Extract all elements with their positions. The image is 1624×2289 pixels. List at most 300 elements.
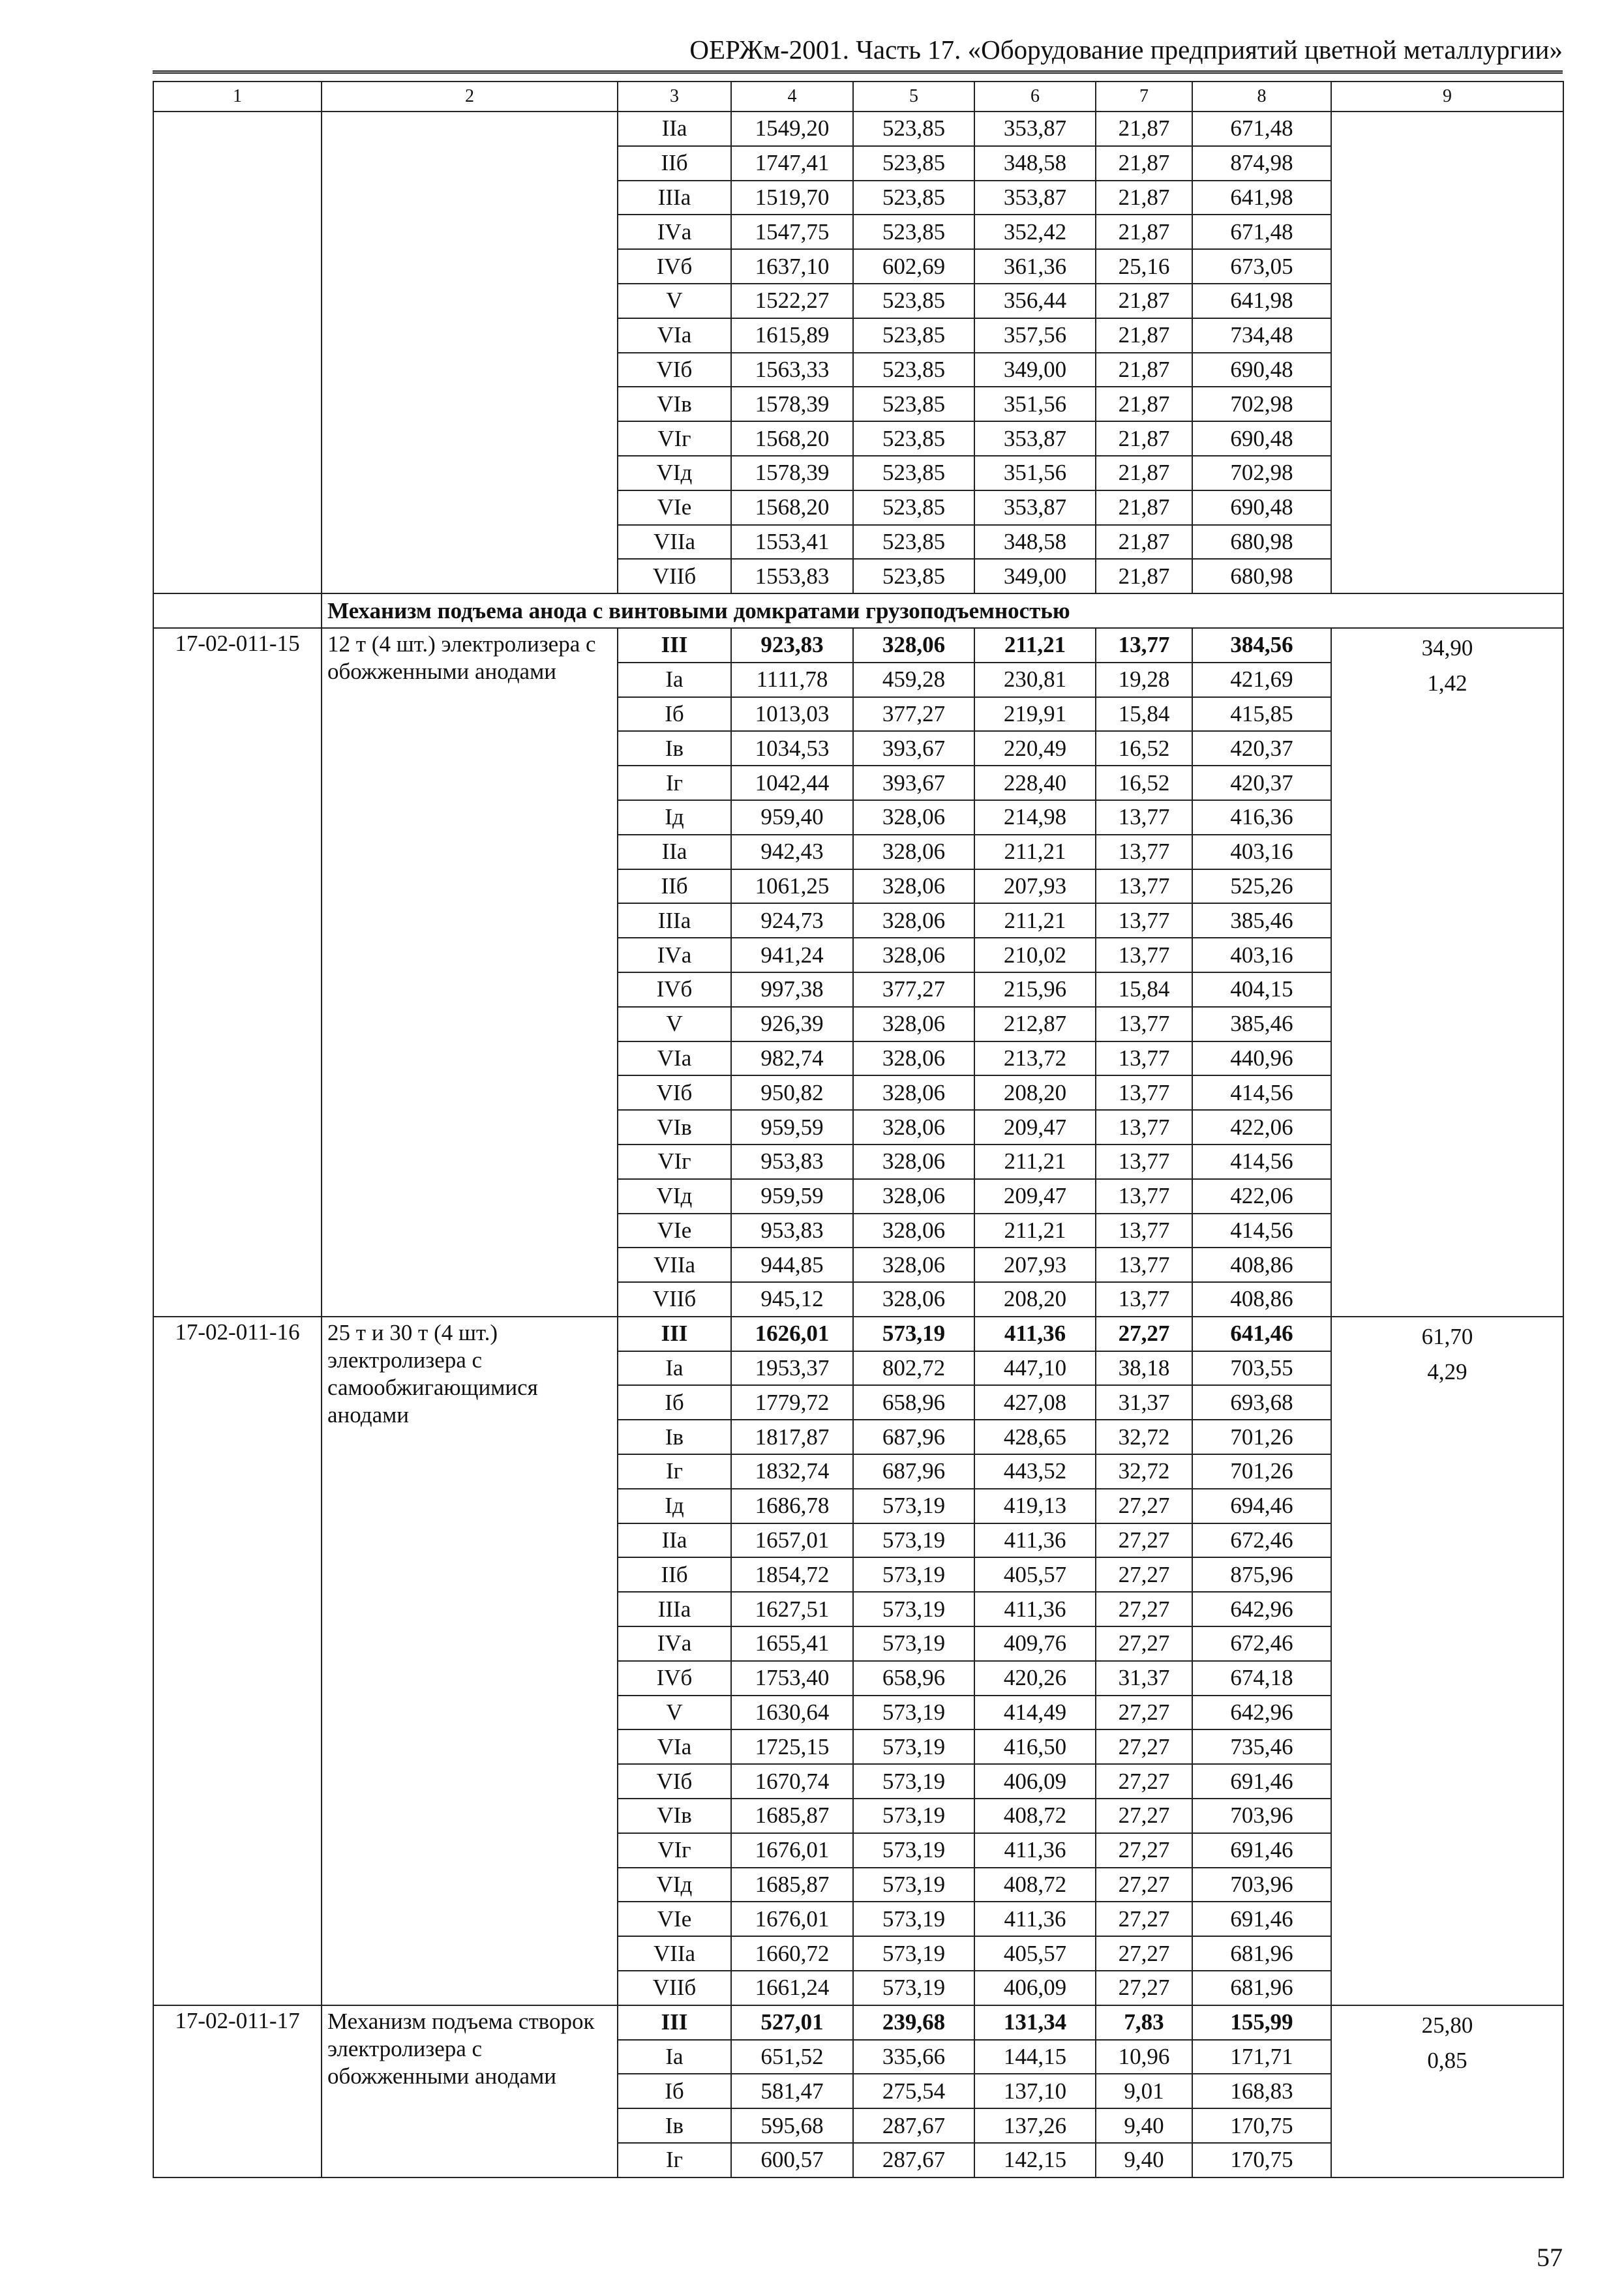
value-cell: 735,46 [1192,1729,1331,1764]
value-cell: 131,34 [974,2005,1096,2040]
value-cell: 1685,87 [731,1868,853,1902]
value-cell: 1615,89 [731,318,853,353]
value-cell: 13,77 [1096,1110,1192,1144]
value-cell: 687,96 [853,1454,974,1489]
value-cell: 137,10 [974,2074,1096,2108]
value-cell: 377,27 [853,972,974,1007]
value-cell: 357,56 [974,318,1096,353]
value-cell: 393,67 [853,766,974,800]
value-cell: 1013,03 [731,697,853,732]
table-row [153,1317,1563,1351]
value-cell: 600,57 [731,2143,853,2177]
value-cell: 1034,53 [731,731,853,766]
value-cell: 137,26 [974,2108,1096,2143]
value-cell: 209,47 [974,1179,1096,1214]
value-cell: 21,87 [1096,490,1192,525]
value-cell: 409,76 [974,1626,1096,1661]
labor-total-value: 25,80 [1421,2012,1473,2038]
value-cell: 1563,33 [731,353,853,387]
value-cell: 210,02 [974,938,1096,972]
value-cell: 27,27 [1096,1868,1192,1902]
region-code: VIIб [618,1971,731,2005]
value-cell: 21,87 [1096,456,1192,490]
value-cell: 1578,39 [731,456,853,490]
value-cell: 328,06 [853,835,974,869]
value-cell: 573,19 [853,1626,974,1661]
value-cell: 523,85 [853,146,974,181]
labor-total-value: 0,85 [1427,2047,1467,2073]
value-cell: 1578,39 [731,387,853,421]
table-row [153,2005,1563,2040]
region-code: VIб [618,1764,731,1799]
region-code: III [618,2005,731,2040]
value-cell: 211,21 [974,628,1096,663]
region-code: IIIа [618,181,731,215]
value-cell: 802,72 [853,1351,974,1386]
labor-total-value: 4,29 [1427,1358,1467,1384]
value-cell: 573,19 [853,1489,974,1523]
region-code: IIIа [618,1592,731,1626]
page-number: 57 [1537,2243,1563,2272]
value-cell: 416,36 [1192,800,1331,835]
value-cell: 573,19 [853,1868,974,1902]
value-cell: 694,46 [1192,1489,1331,1523]
labor-total-value: 61,70 [1421,1323,1473,1349]
value-cell: 168,83 [1192,2074,1331,2108]
value-cell: 671,48 [1192,215,1331,249]
value-cell: 7,83 [1096,2005,1192,2040]
value-cell: 573,19 [853,1936,974,1971]
value-cell: 523,85 [853,490,974,525]
value-cell: 328,06 [853,1075,974,1110]
value-cell: 349,00 [974,559,1096,593]
value-cell: 523,85 [853,215,974,249]
section-title: Механизм подъема анода с винтовыми домкратами грузоподъемностью [322,593,1563,628]
value-cell: 525,26 [1192,869,1331,904]
value-cell: 595,68 [731,2108,853,2143]
value-cell: 680,98 [1192,525,1331,560]
value-cell: 1953,37 [731,1351,853,1386]
value-cell: 1522,27 [731,284,853,318]
region-code: VIв [618,1799,731,1833]
table-row [153,628,1563,663]
value-cell: 997,38 [731,972,853,1007]
region-code: Iб [618,697,731,732]
value-cell: 672,46 [1192,1523,1331,1558]
norm-code: 17-02-011-15 [153,628,322,1317]
value-cell: 13,77 [1096,1007,1192,1041]
region-code: Iв [618,731,731,766]
value-cell: 573,19 [853,1592,974,1626]
region-code: VIа [618,318,731,353]
value-cell: 13,77 [1096,869,1192,904]
value-cell: 419,13 [974,1489,1096,1523]
value-cell: 427,08 [974,1385,1096,1420]
value-cell: 944,85 [731,1248,853,1282]
value-cell: 16,52 [1096,731,1192,766]
value-cell: 405,57 [974,1557,1096,1592]
value-cell: 693,68 [1192,1385,1331,1420]
value-cell: 142,15 [974,2143,1096,2177]
value-cell: 573,19 [853,1557,974,1592]
region-code: VIIа [618,1248,731,1282]
value-cell: 671,48 [1192,112,1331,146]
value-cell: 19,28 [1096,663,1192,697]
value-cell: 403,16 [1192,938,1331,972]
value-cell: 672,46 [1192,1626,1331,1661]
value-cell: 527,01 [731,2005,853,2040]
value-cell: 21,87 [1096,318,1192,353]
value-cell: 703,96 [1192,1799,1331,1833]
value-cell: 1685,87 [731,1799,853,1833]
region-code: Iг [618,766,731,800]
value-cell: 953,83 [731,1144,853,1179]
value-cell: 27,27 [1096,1523,1192,1558]
value-cell: 642,96 [1192,1592,1331,1626]
value-cell: 573,19 [853,1833,974,1868]
value-cell: 602,69 [853,249,974,284]
column-header: 8 [1192,82,1331,112]
value-cell: 1568,20 [731,421,853,456]
value-cell: 703,55 [1192,1351,1331,1386]
value-cell: 1061,25 [731,869,853,904]
value-cell: 21,87 [1096,421,1192,456]
value-cell: 408,72 [974,1868,1096,1902]
column-header: 5 [853,82,974,112]
value-cell: 651,52 [731,2040,853,2074]
value-cell: 170,75 [1192,2143,1331,2177]
value-cell: 385,46 [1192,903,1331,938]
value-cell: 13,77 [1096,1214,1192,1248]
value-cell: 211,21 [974,1144,1096,1179]
value-cell: 328,06 [853,1110,974,1144]
value-cell: 443,52 [974,1454,1096,1489]
value-cell: 673,05 [1192,249,1331,284]
norm-code: 17-02-011-16 [153,1317,322,2005]
value-cell: 411,36 [974,1523,1096,1558]
value-cell: 734,48 [1192,318,1331,353]
value-cell: 328,06 [853,1282,974,1317]
region-code: Iб [618,2074,731,2108]
value-cell: 691,46 [1192,1764,1331,1799]
column-header: 4 [731,82,853,112]
value-cell: 393,67 [853,731,974,766]
value-cell: 523,85 [853,353,974,387]
value-cell: 351,56 [974,387,1096,421]
value-cell: 411,36 [974,1833,1096,1868]
value-cell: 214,98 [974,800,1096,835]
region-code: IIб [618,146,731,181]
region-code: VIе [618,1902,731,1936]
value-cell: 1676,01 [731,1902,853,1936]
column-header-row [153,82,1563,112]
value-cell: 875,96 [1192,1557,1331,1592]
value-cell: 16,52 [1096,766,1192,800]
value-cell: 1111,78 [731,663,853,697]
value-cell: 440,96 [1192,1041,1331,1076]
region-code: Iв [618,2108,731,2143]
region-code: Iб [618,1385,731,1420]
value-cell: 681,96 [1192,1971,1331,2005]
region-code: VIе [618,1214,731,1248]
column-header: 6 [974,82,1096,112]
region-code: IIIа [618,903,731,938]
value-cell: 21,87 [1096,525,1192,560]
value-cell: 27,27 [1096,1557,1192,1592]
value-cell: 422,06 [1192,1179,1331,1214]
value-cell: 642,96 [1192,1696,1331,1730]
value-cell: 680,98 [1192,559,1331,593]
value-cell: 207,93 [974,869,1096,904]
value-cell: 230,81 [974,663,1096,697]
value-cell: 213,72 [974,1041,1096,1076]
value-cell: 691,46 [1192,1902,1331,1936]
value-cell: 641,98 [1192,284,1331,318]
value-cell: 945,12 [731,1282,853,1317]
column-header: 7 [1096,82,1192,112]
value-cell: 356,44 [974,284,1096,318]
value-cell: 1655,41 [731,1626,853,1661]
value-cell: 15,84 [1096,697,1192,732]
value-cell: 207,93 [974,1248,1096,1282]
value-cell: 641,98 [1192,181,1331,215]
region-code: VIе [618,490,731,525]
region-code: Iв [618,1420,731,1454]
value-cell: 447,10 [974,1351,1096,1386]
value-cell: 581,47 [731,2074,853,2108]
value-cell: 942,43 [731,835,853,869]
value-cell: 1817,87 [731,1420,853,1454]
value-cell: 335,66 [853,2040,974,2074]
value-cell: 170,75 [1192,2108,1331,2143]
value-cell: 408,72 [974,1799,1096,1833]
value-cell: 9,01 [1096,2074,1192,2108]
value-cell: 25,16 [1096,249,1192,284]
value-cell: 32,72 [1096,1420,1192,1454]
value-cell: 13,77 [1096,628,1192,663]
value-cell: 384,56 [1192,628,1331,663]
value-cell: 9,40 [1096,2143,1192,2177]
value-cell: 950,82 [731,1075,853,1110]
value-cell: 523,85 [853,284,974,318]
value-cell: 953,83 [731,1214,853,1248]
value-cell: 690,48 [1192,421,1331,456]
value-cell: 353,87 [974,181,1096,215]
region-code: Iа [618,1351,731,1386]
region-code: Iд [618,1489,731,1523]
value-cell: 13,77 [1096,1075,1192,1110]
region-code: VIд [618,1868,731,1902]
value-cell: 658,96 [853,1661,974,1696]
value-cell: 228,40 [974,766,1096,800]
value-cell: 1676,01 [731,1833,853,1868]
value-cell: 923,83 [731,628,853,663]
value-cell: 414,56 [1192,1144,1331,1179]
value-cell: 702,98 [1192,387,1331,421]
value-cell: 573,19 [853,1729,974,1764]
value-cell: 328,06 [853,903,974,938]
value-cell: 353,87 [974,490,1096,525]
value-cell: 428,65 [974,1420,1096,1454]
value-cell: 13,77 [1096,938,1192,972]
region-code: VIв [618,1110,731,1144]
region-code: VIв [618,387,731,421]
region-code: VIб [618,353,731,387]
value-cell: 27,27 [1096,1936,1192,1971]
region-code: VIд [618,1179,731,1214]
value-cell: 926,39 [731,1007,853,1041]
value-cell: 420,37 [1192,731,1331,766]
value-cell: 422,06 [1192,1110,1331,1144]
value-cell: 27,27 [1096,1317,1192,1351]
region-code: IVб [618,972,731,1007]
value-cell: 523,85 [853,112,974,146]
value-cell: 328,06 [853,1144,974,1179]
value-cell: 27,27 [1096,1902,1192,1936]
value-cell: 1553,41 [731,525,853,560]
value-cell: 239,68 [853,2005,974,2040]
value-cell: 219,91 [974,697,1096,732]
value-cell: 701,26 [1192,1454,1331,1489]
value-cell: 1686,78 [731,1489,853,1523]
value-cell: 523,85 [853,559,974,593]
value-cell: 38,18 [1096,1351,1192,1386]
value-cell: 287,67 [853,2143,974,2177]
value-cell: 924,73 [731,903,853,938]
value-cell: 959,59 [731,1179,853,1214]
value-cell: 1661,24 [731,1971,853,2005]
value-cell: 1725,15 [731,1729,853,1764]
norm-description: 25 т и 30 т (4 шт.) электролизера с самообжигающимися анодами [322,1317,618,2005]
region-code: Iа [618,2040,731,2074]
value-cell: 361,36 [974,249,1096,284]
value-cell: 220,49 [974,731,1096,766]
value-cell: 411,36 [974,1592,1096,1626]
value-cell: 982,74 [731,1041,853,1076]
region-code: IVб [618,249,731,284]
value-cell: 351,56 [974,456,1096,490]
value-cell: 328,06 [853,869,974,904]
value-cell: 21,87 [1096,112,1192,146]
value-cell: 1854,72 [731,1557,853,1592]
region-code: VIIб [618,1282,731,1317]
norm-description: 12 т (4 шт.) электролизера с обожженными анодами [322,628,618,1317]
value-cell: 13,77 [1096,1248,1192,1282]
value-cell: 27,27 [1096,1799,1192,1833]
value-cell: 573,19 [853,1764,974,1799]
value-cell: 27,27 [1096,1971,1192,2005]
region-code: Iд [618,800,731,835]
region-code: Iг [618,2143,731,2177]
region-code: VIб [618,1075,731,1110]
value-cell: 523,85 [853,421,974,456]
value-cell: 1753,40 [731,1661,853,1696]
value-cell: 13,77 [1096,903,1192,938]
value-cell: 874,98 [1192,146,1331,181]
value-cell: 573,19 [853,1696,974,1730]
value-cell: 573,19 [853,1523,974,1558]
value-cell: 328,06 [853,1041,974,1076]
region-code: IIб [618,1557,731,1592]
value-cell: 21,87 [1096,284,1192,318]
region-code: IVа [618,938,731,972]
value-cell: 1779,72 [731,1385,853,1420]
value-cell: 573,19 [853,1902,974,1936]
value-cell: 348,58 [974,146,1096,181]
value-cell: 687,96 [853,1420,974,1454]
norm-description [322,112,618,593]
norm-description: Механизм подъема створок электролизера с обожженными анодами [322,2005,618,2177]
value-cell: 328,06 [853,1214,974,1248]
value-cell: 681,96 [1192,1936,1331,1971]
value-cell: 414,56 [1192,1075,1331,1110]
value-cell: 408,86 [1192,1248,1331,1282]
value-cell: 414,49 [974,1696,1096,1730]
region-code: IIа [618,835,731,869]
value-cell: 287,67 [853,2108,974,2143]
region-code: III [618,628,731,663]
norm-code [153,112,322,593]
value-cell: 31,37 [1096,1385,1192,1420]
value-cell: 328,06 [853,1007,974,1041]
value-cell: 658,96 [853,1385,974,1420]
value-cell: 349,00 [974,353,1096,387]
value-cell: 211,21 [974,903,1096,938]
document-header: ОЕРЖм-2001. Часть 17. «Оборудование предприятий цветной металлургии» [153,33,1563,74]
region-code: V [618,1007,731,1041]
value-cell: 1670,74 [731,1764,853,1799]
value-cell: 21,87 [1096,387,1192,421]
value-cell: 1626,01 [731,1317,853,1351]
region-code: III [618,1317,731,1351]
value-cell: 215,96 [974,972,1096,1007]
value-cell: 155,99 [1192,2005,1331,2040]
region-code: IVб [618,1661,731,1696]
value-cell: 1660,72 [731,1936,853,1971]
value-cell: 959,59 [731,1110,853,1144]
region-code: IVа [618,1626,731,1661]
section-spacer [153,593,322,628]
value-cell: 328,06 [853,1248,974,1282]
value-cell: 1747,41 [731,146,853,181]
value-cell: 21,87 [1096,559,1192,593]
value-cell: 13,77 [1096,1282,1192,1317]
value-cell: 523,85 [853,181,974,215]
region-code: VIг [618,421,731,456]
value-cell: 411,36 [974,1317,1096,1351]
labor-totals [1331,628,1563,1317]
value-cell: 701,26 [1192,1420,1331,1454]
value-cell: 1832,74 [731,1454,853,1489]
value-cell: 941,24 [731,938,853,972]
value-cell: 1549,20 [731,112,853,146]
labor-total-value: 1,42 [1427,670,1467,696]
region-code: VIг [618,1833,731,1868]
labor-total-value: 34,90 [1421,635,1473,661]
value-cell: 9,40 [1096,2108,1192,2143]
value-cell: 211,21 [974,835,1096,869]
value-cell: 13,77 [1096,1144,1192,1179]
value-cell: 573,19 [853,1799,974,1833]
value-cell: 13,77 [1096,1041,1192,1076]
norm-code: 17-02-011-17 [153,2005,322,2177]
labor-totals [1331,2005,1563,2177]
value-cell: 403,16 [1192,835,1331,869]
labor-totals [1331,1317,1563,2005]
value-cell: 1637,10 [731,249,853,284]
value-cell: 211,21 [974,1214,1096,1248]
value-cell: 1568,20 [731,490,853,525]
